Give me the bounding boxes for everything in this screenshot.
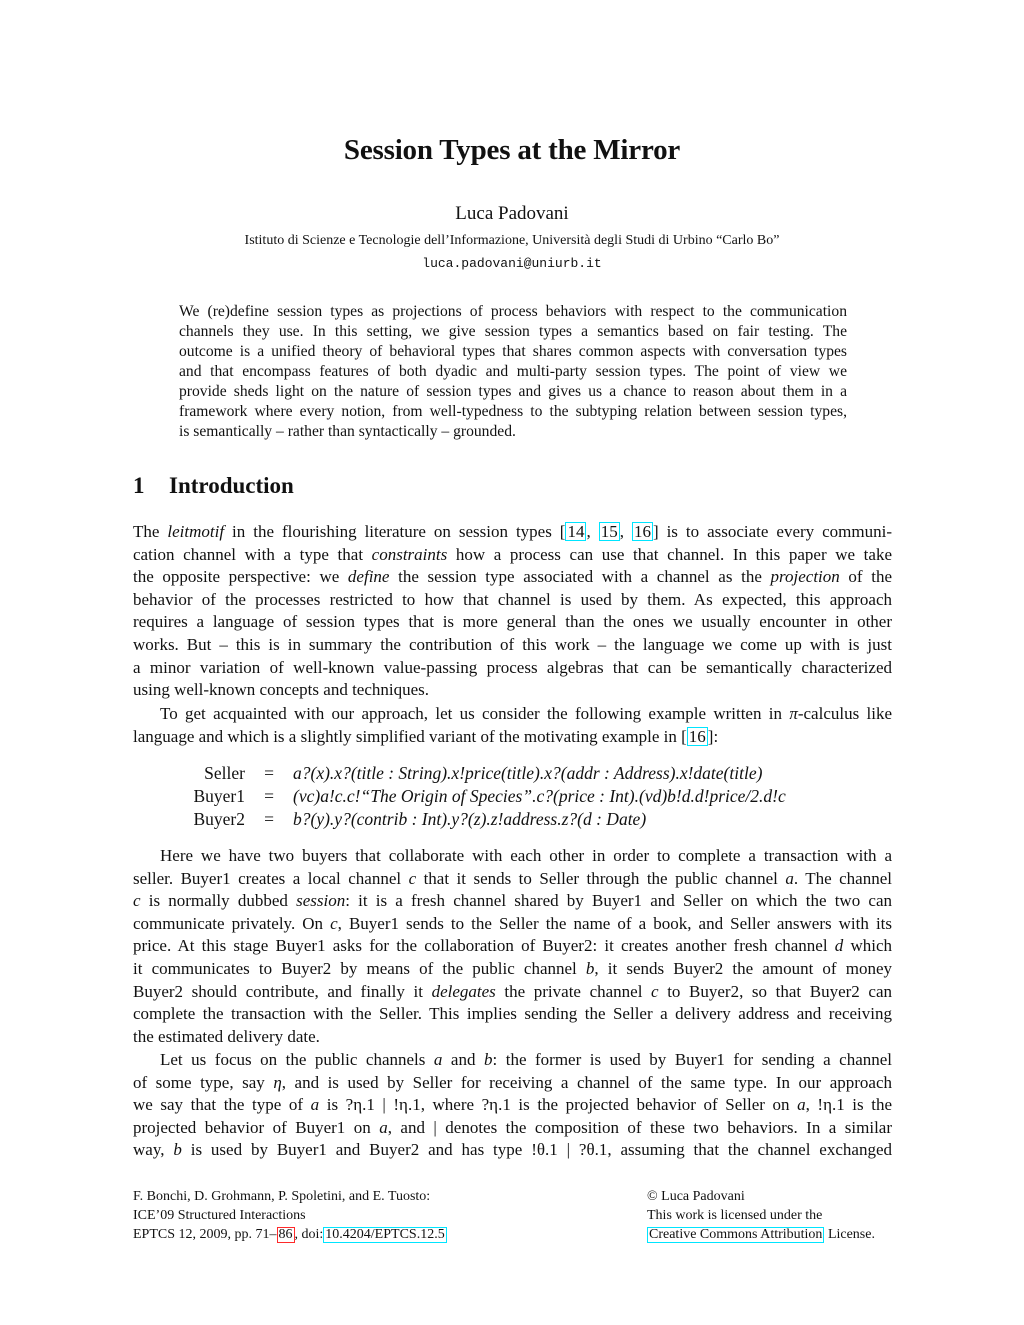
text-run: The (133, 522, 168, 541)
math-var: d (834, 936, 844, 956)
math-var: a (379, 1117, 388, 1137)
text-run: is normally dubbed (140, 891, 297, 911)
text-run: of some type, say (133, 1072, 274, 1092)
text-run: , !η.1 is the (805, 1095, 892, 1115)
abstract-line: channels they use. In this setting, we give session types a semantics based on fair testing. The (179, 323, 847, 340)
math-var: c (133, 891, 141, 911)
doi-link[interactable]: 10.4204/EPTCS.12.5 (325, 1227, 445, 1242)
citation-link[interactable]: 14 (567, 522, 585, 541)
text-run: projected behavior of Buyer1 on (133, 1117, 380, 1137)
text-line: complete the transaction with the Seller. This implies sending the Seller a delivery address and receiving (133, 1004, 892, 1024)
text-run: price. At this stage Buyer1 asks for the collaboration of Buyer2: it creates another fresh channel (133, 936, 835, 956)
math-var: c (408, 868, 417, 888)
text-run: is ?η.1 | !η.1, where ?η.1 is the projected behavior of Seller on (319, 1095, 798, 1115)
text-run: ]: (707, 726, 719, 746)
text-run: ] is to associate every communi- (652, 522, 893, 541)
paragraph-1 (133, 521, 892, 702)
math-var: b (173, 1140, 182, 1160)
text-run: the session type associated with a channel as the (389, 567, 771, 587)
text-run: EPTCS 12, 2009, pp. 71– (133, 1227, 277, 1242)
citation-link[interactable]: 15 (600, 522, 618, 541)
text-run: , (586, 522, 599, 541)
text-run: : the former is used by Buyer1 for sending a channel (492, 1050, 893, 1069)
text-run: cation channel with a type that (133, 544, 372, 564)
text-run: , doi: (294, 1227, 324, 1242)
section-number: 1 (133, 473, 145, 498)
text-run: . The channel (793, 868, 892, 888)
text-run: is used by Buyer1 and Buyer2 and has type !θ.1 | ?θ.1, assuming that the channel exchanged (181, 1140, 892, 1160)
math-var: a (785, 868, 794, 888)
footer-line: This work is licensed under the (647, 1208, 823, 1223)
math-var: a (433, 1050, 443, 1069)
footer-line (133, 1225, 447, 1244)
section-title: Introduction (169, 473, 294, 498)
text-run: which (843, 936, 892, 956)
section-heading (133, 473, 294, 499)
equation-lhs: Buyer2 (193, 809, 245, 829)
equation-rel: = (264, 763, 274, 783)
text-run: we say that the type of (133, 1095, 311, 1115)
text-run: : it is a fresh channel shared by Buyer1 and Seller on which the two can (345, 891, 892, 911)
footer-citation (133, 1187, 447, 1244)
math-var: b (585, 958, 595, 978)
text-run: , (619, 522, 632, 541)
citation-link[interactable]: 16 (688, 726, 706, 746)
emphasis: leitmotif (167, 522, 225, 541)
paragraph-3 (133, 845, 892, 1048)
text-run: the private channel (495, 981, 652, 1001)
text-run: To get acquainted with our approach, let us consider the following example written in (160, 704, 790, 723)
text-run: , and is used by Seller for receiving a channel of the same type. In our approach (281, 1072, 892, 1092)
author-email: luca.padovani@uniurb.it (422, 256, 602, 271)
text-run: communicate privately. On (133, 913, 331, 933)
license-link[interactable]: Creative Commons Attribution (649, 1227, 823, 1242)
text-line: behavior of the processes restricted to how that channel is used by them. As expected, this approach (133, 589, 892, 609)
text-run: License. (824, 1227, 875, 1242)
text-run: that it sends to Seller through the public channel (416, 868, 786, 888)
equation-row (160, 809, 880, 832)
emphasis: projection (770, 567, 840, 587)
equation-rel: = (264, 809, 274, 829)
text-run: -calculus like (797, 704, 892, 723)
abstract-line: outcome is a unified theory of behavioral types that shares common aspects with conversation types (179, 343, 847, 360)
equation-rhs: a?(x).x?(title : String).x!price(title).x?(addr : Address).x!date(title) (293, 763, 763, 783)
abstract-line: framework where every notion, from well-typedness to the subtyping relation between session types, (179, 403, 847, 420)
footer-line: F. Bonchi, D. Grohmann, P. Spoletini, and E. Tuosto: (133, 1189, 431, 1204)
copyright-line: © Luca Padovani (647, 1189, 745, 1204)
text-run: way, (133, 1140, 174, 1160)
last-page-link[interactable]: 86 (278, 1227, 293, 1242)
text-run: the opposite perspective: we (133, 567, 348, 587)
text-line: a minor variation of well-known value-passing process algebras that can be semantically characterized (133, 657, 892, 677)
emphasis: delegates (431, 981, 496, 1001)
equation-lhs: Seller (204, 763, 245, 783)
text-run: , it sends Buyer2 the amount of money (594, 958, 892, 978)
abstract (179, 302, 847, 442)
text-run: language and which is a slightly simplified variant of the motivating example in [ (133, 726, 687, 746)
abstract-line: provide sheds light on the nature of session types and gives us a chance to reason about them in a (179, 383, 847, 400)
emphasis: define (347, 567, 390, 587)
text-run: it communicates to Buyer2 by means of the public channel (133, 958, 586, 978)
text-run: seller. Buyer1 creates a local channel (133, 868, 409, 888)
citation-link[interactable]: 16 (633, 522, 651, 541)
footer-line (647, 1225, 875, 1244)
text-run: Let us focus on the public channels (160, 1050, 434, 1069)
author-affiliation: Istituto di Scienze e Tecnologie dell’Informazione, Università degli Studi di Urbino “Carlo Bo” (244, 233, 780, 248)
equation-row (160, 763, 880, 786)
text-line: Here we have two buyers that collaborate with each other in order to complete a transaction with a (160, 846, 892, 865)
math-symbol: η (273, 1072, 282, 1092)
text-line: the estimated delivery date. (133, 1026, 320, 1046)
equation-rhs: (νc)a!c.c!“The Origin of Species”.c?(price : Int).(νd)b!d.d!price/2.d!c (293, 786, 786, 806)
math-var: a (797, 1095, 806, 1115)
abstract-line: and that encompass features of both dyadic and multi-party session types. The point of view we (179, 363, 847, 380)
process-equations (160, 763, 880, 832)
emphasis: constraints (371, 544, 448, 564)
math-var: a (310, 1095, 320, 1115)
paper-title: Session Types at the Mirror (343, 134, 681, 166)
text-run: , and | denotes the composition of these two behaviors. In a similar (387, 1117, 892, 1137)
math-var: c (651, 981, 659, 1001)
text-run: of the (839, 567, 892, 587)
equation-lhs: Buyer1 (193, 786, 245, 806)
math-symbol: π (789, 704, 798, 723)
math-var: b (484, 1050, 493, 1069)
text-line: requires a language of session types that is more general than the ones we usually encounter in other (133, 612, 892, 632)
equation-rhs: b?(y).y?(contrib : Int).y?(z).z!address.z?(d : Date) (293, 809, 647, 829)
abstract-line: We (re)define session types as projections of process behaviors with respect to the communication (179, 303, 847, 320)
text-line: using well-known concepts and techniques. (133, 680, 430, 700)
equation-rel: = (264, 786, 274, 806)
author-name: Luca Padovani (455, 203, 569, 224)
abstract-line: is semantically – rather than syntactically – grounded. (179, 423, 516, 440)
text-run: to Buyer2, so that Buyer2 can (658, 981, 893, 1001)
equation-row (160, 786, 880, 809)
text-run: how a process can use that channel. In this paper we take (447, 544, 892, 564)
text-line: works. But – this is in summary the contribution of this work – the language we come up with is just (133, 634, 892, 654)
text-run: , Buyer1 sends to the Seller the name of a book, and Seller answers with its (337, 913, 892, 933)
emphasis: session (296, 891, 346, 911)
text-run: Buyer2 should contribute, and finally it (133, 981, 432, 1001)
math-var: c (330, 913, 338, 933)
text-run: and (442, 1050, 484, 1069)
text-run: in the flourishing literature on session types [ (224, 522, 566, 541)
paragraph-4 (133, 1049, 892, 1162)
footer-license (647, 1187, 875, 1244)
paragraph-2 (133, 703, 892, 748)
footer-line: ICE’09 Structured Interactions (133, 1208, 306, 1223)
